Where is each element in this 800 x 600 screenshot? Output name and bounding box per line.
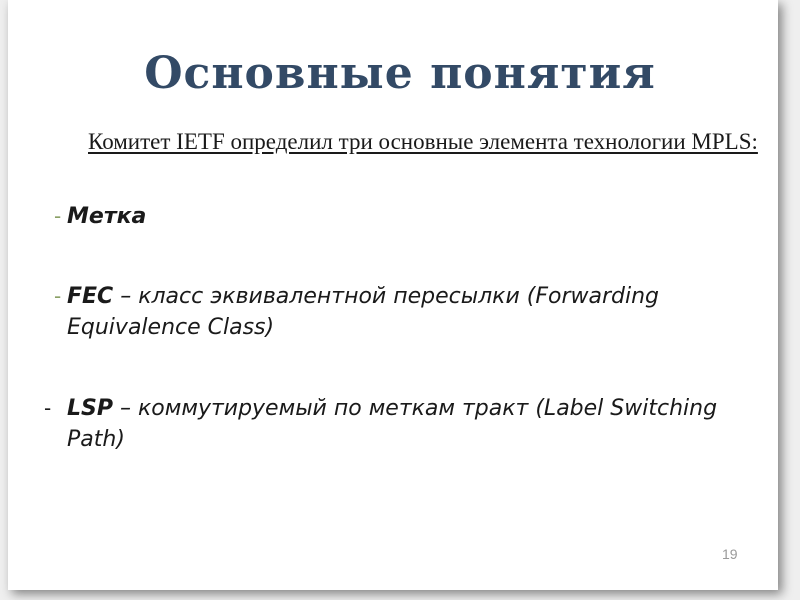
list-item-label: [67, 201, 747, 232]
list-item-term: Метка: [67, 204, 147, 229]
intro-text: [68, 126, 758, 157]
list-item-term: LSP: [67, 396, 113, 421]
list-item-fec: [67, 281, 757, 343]
slide-title: Основные понятия: [144, 48, 656, 99]
list-item-term: FEC: [67, 284, 114, 309]
bullet-dash-3: -: [44, 396, 52, 420]
list-item-description: коммутируемый по меткам тракт (Label Switching Path): [67, 396, 718, 452]
bullet-dash-1: -: [54, 204, 62, 228]
list-item-lsp: [67, 393, 757, 455]
intro-text-content: Комитет IETF определил три основные элемента технологии MPLS:: [88, 129, 758, 154]
list-item-separator: –: [113, 396, 138, 421]
bullet-dash-2: -: [54, 284, 62, 308]
list-item-separator: –: [113, 284, 139, 309]
list-item-description: класс эквивалентной пересылки (Forwarding Equivalence Class): [67, 284, 659, 340]
slide-number: 19: [722, 546, 738, 562]
